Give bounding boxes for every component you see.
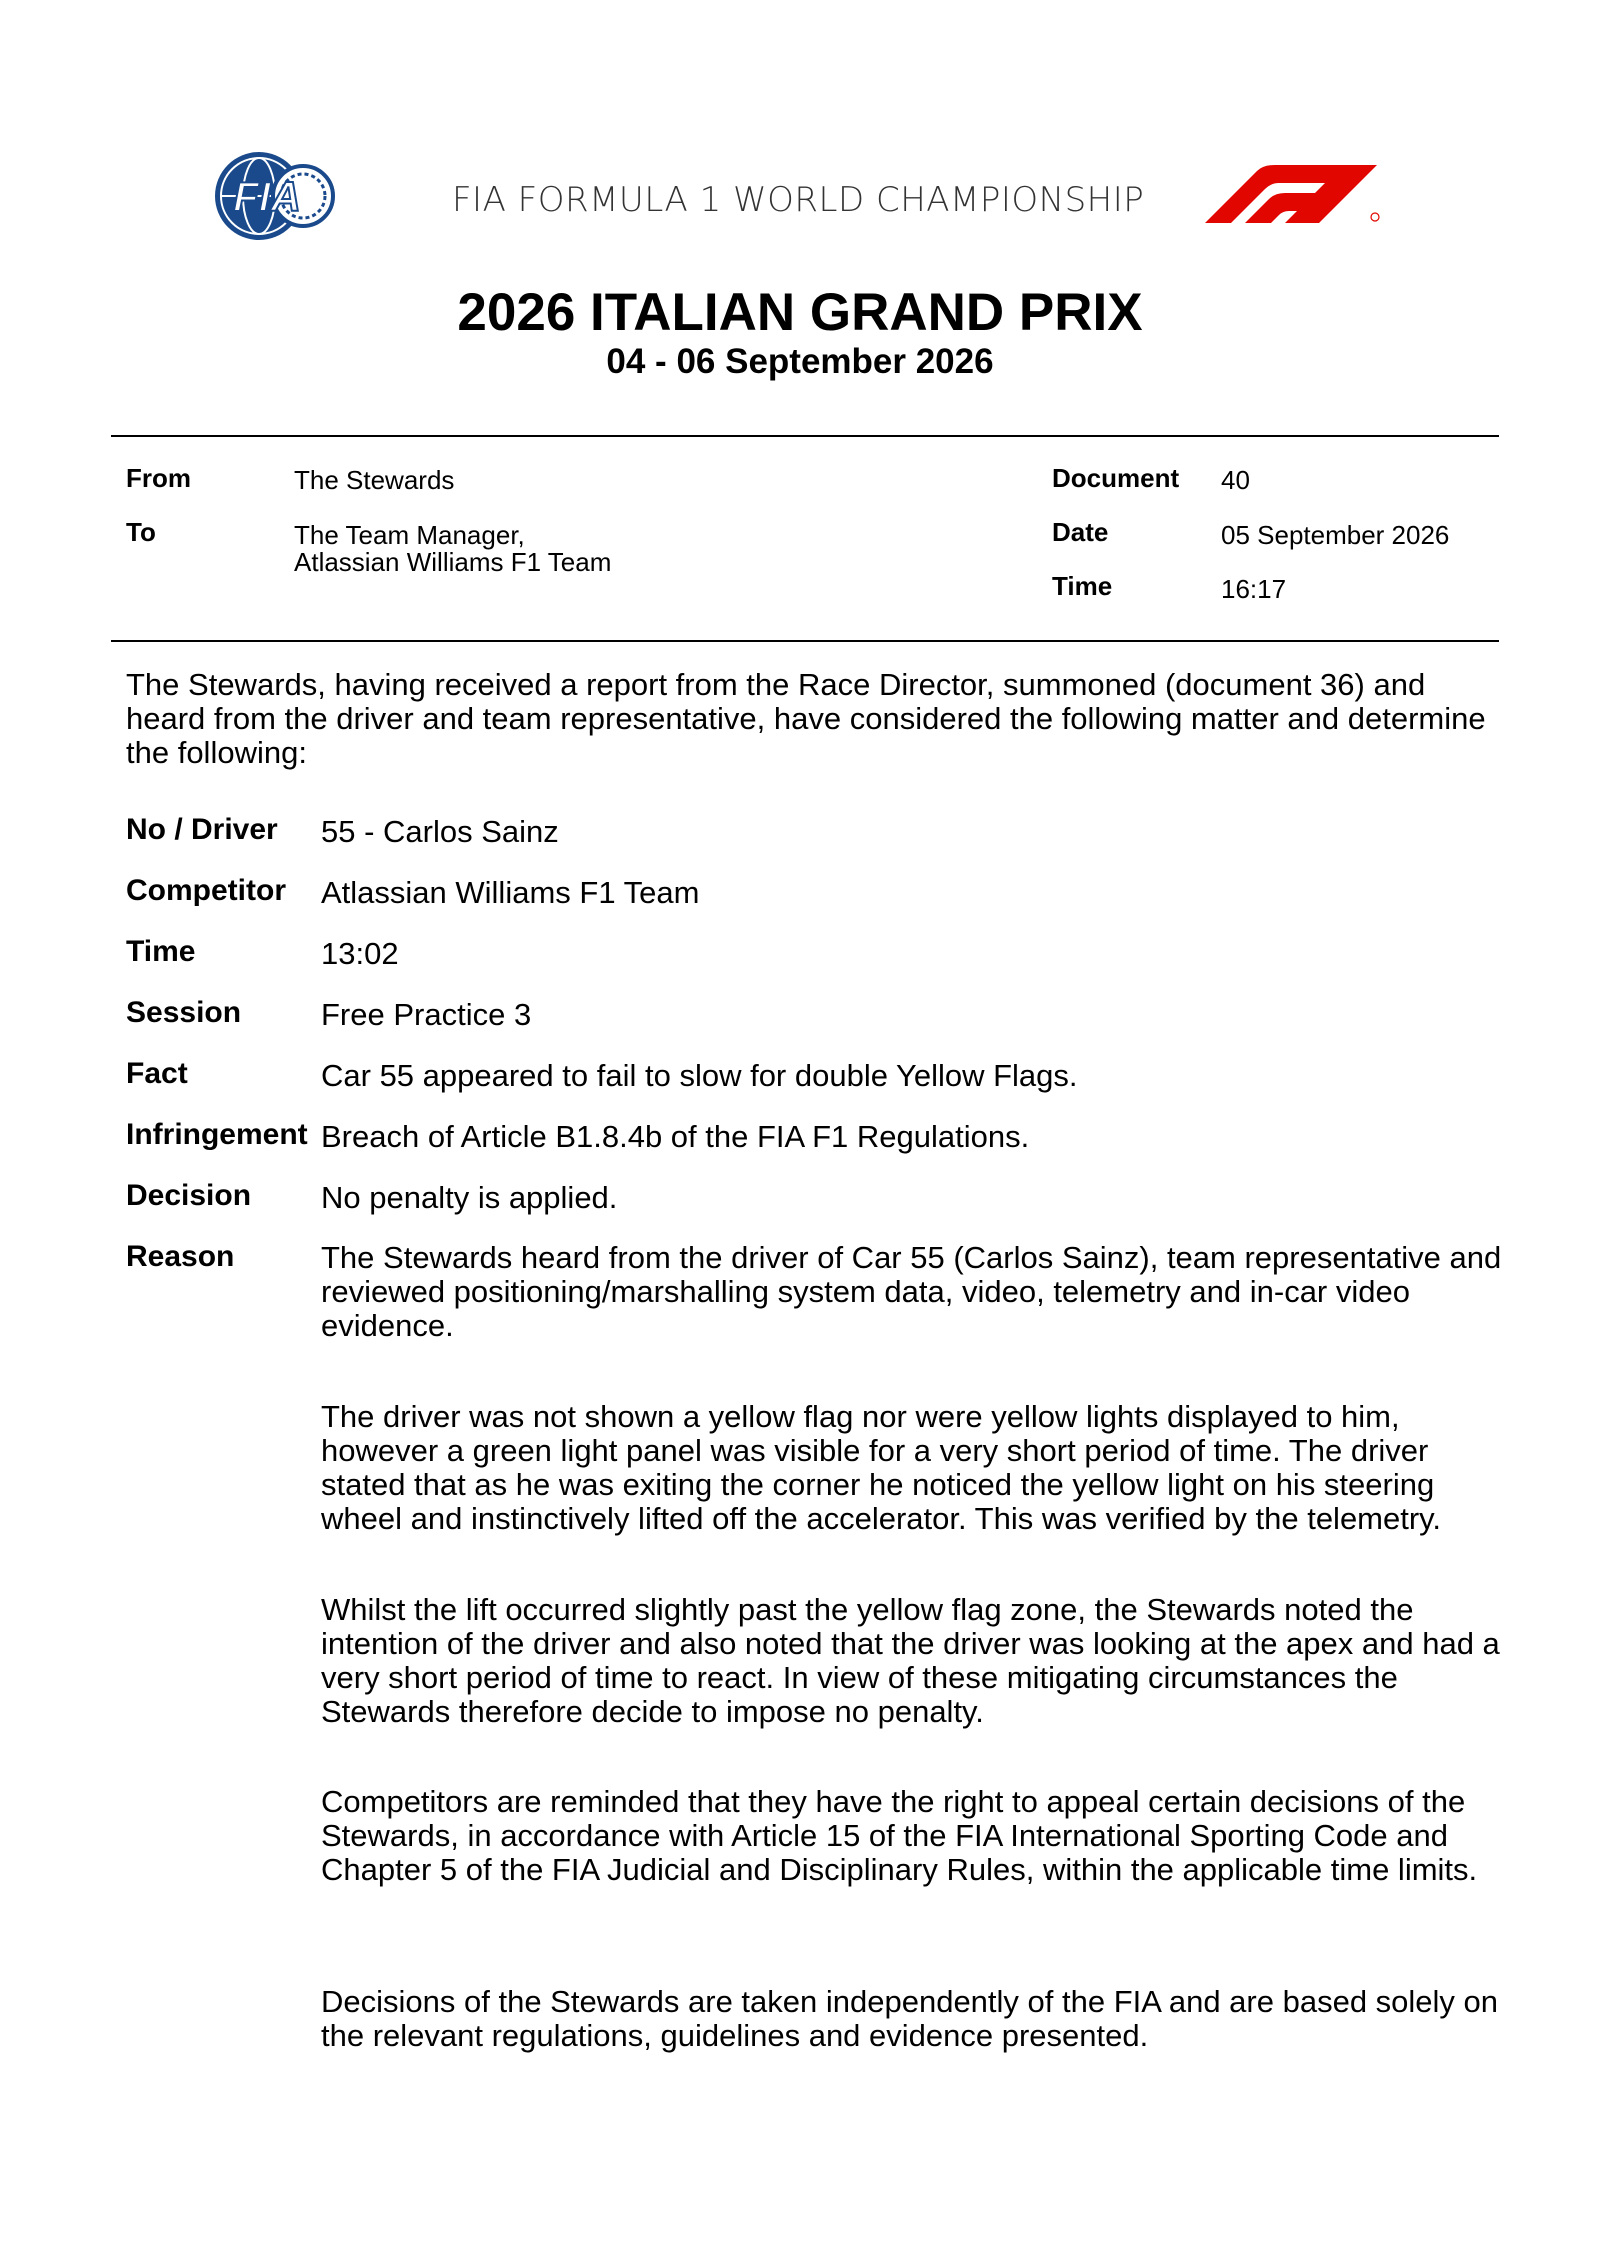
reason-paragraph: Whilst the lift occurred slightly past the yellow flag zone, the Stewards noted the intention of the driver and also noted that the driver was looking at the apex and had a very short period of time to react. In view of these mitigating circumstances the Stewards therefore decide to impose no penalty. <box>321 1592 1500 1729</box>
fact-label: Fact <box>126 1057 188 1090</box>
header-divider-bottom <box>111 640 1499 642</box>
decision-label: Decision <box>126 1179 252 1212</box>
date-label: Date <box>1052 517 1109 547</box>
driver-label: No / Driver <box>126 813 278 846</box>
session-value: Free Practice 3 <box>321 997 532 1032</box>
header-divider-top <box>111 435 1499 437</box>
session-label: Session <box>126 996 242 1029</box>
infringement-label: Infringement <box>126 1118 308 1151</box>
event-title <box>0 282 1600 343</box>
intro-paragraph: The Stewards, having received a report from the Race Director, summoned (document 36) and heard from the driver and team representative, have considered the following matter and determine the following: <box>126 667 1486 770</box>
competitor-label: Competitor <box>126 874 286 907</box>
reason-paragraph: The Stewards heard from the driver of Car 55 (Carlos Sainz), team representative and reviewed positioning/marshalling system data, video, telemetry and in-car video evidence. <box>321 1240 1502 1343</box>
event-dates: 04 - 06 September 2026 <box>606 342 994 381</box>
appeal-notice-paragraph: Competitors are reminded that they have the right to appeal certain decisions of the Stewards, in accordance with Article 15 of the FIA International Sporting Code and Chapter 5 of the FIA Judicial and Disciplinary Rules, within the applicable time limits. <box>321 1784 1478 1887</box>
event-name: ITALIAN GRAND PRIX <box>590 283 1143 342</box>
f1-logo-icon <box>1205 165 1405 227</box>
document-value: 40 <box>1221 465 1250 495</box>
infringement-value: Breach of Article B1.8.4b of the FIA F1 Regulations. <box>321 1119 1030 1154</box>
date-value: 05 September 2026 <box>1221 520 1450 550</box>
fia-logo-icon <box>205 148 341 244</box>
fia-logo-text: FIA <box>233 173 301 220</box>
championship-title: FIA FORMULA 1 WORLD CHAMPIONSHIP <box>452 180 1145 220</box>
to-label: To <box>126 517 156 547</box>
from-label: From <box>126 463 191 493</box>
decision-value: No penalty is applied. <box>321 1180 618 1215</box>
to-value-line1: The Team Manager, <box>294 520 525 550</box>
from-value: The Stewards <box>294 465 455 495</box>
incident-time-label: Time <box>126 935 196 968</box>
independence-notice-paragraph: Decisions of the Stewards are taken independently of the FIA and are based solely on the relevant regulations, guidelines and evidence presented. <box>321 1984 1499 2053</box>
event-year: 2026 <box>457 283 576 342</box>
reason-paragraph: The driver was not shown a yellow flag nor were yellow lights displayed to him, however a green light panel was visible for a very short period of time. The driver stated that as he was exiting the corner he noticed the yellow light on his steering wheel and instinctively lifted off the accelerator. This was verified by the telemetry. <box>321 1399 1441 1536</box>
reason-label: Reason <box>126 1240 235 1273</box>
competitor-value: Atlassian Williams F1 Team <box>321 875 700 910</box>
fact-value: Car 55 appeared to fail to slow for double Yellow Flags. <box>321 1058 1078 1093</box>
incident-time-value: 13:02 <box>321 936 399 971</box>
time-label: Time <box>1052 571 1113 601</box>
document-label: Document <box>1052 463 1180 493</box>
to-value-line2: Atlassian Williams F1 Team <box>294 547 612 577</box>
time-value: 16:17 <box>1221 574 1287 604</box>
driver-value: 55 - Carlos Sainz <box>321 814 559 849</box>
